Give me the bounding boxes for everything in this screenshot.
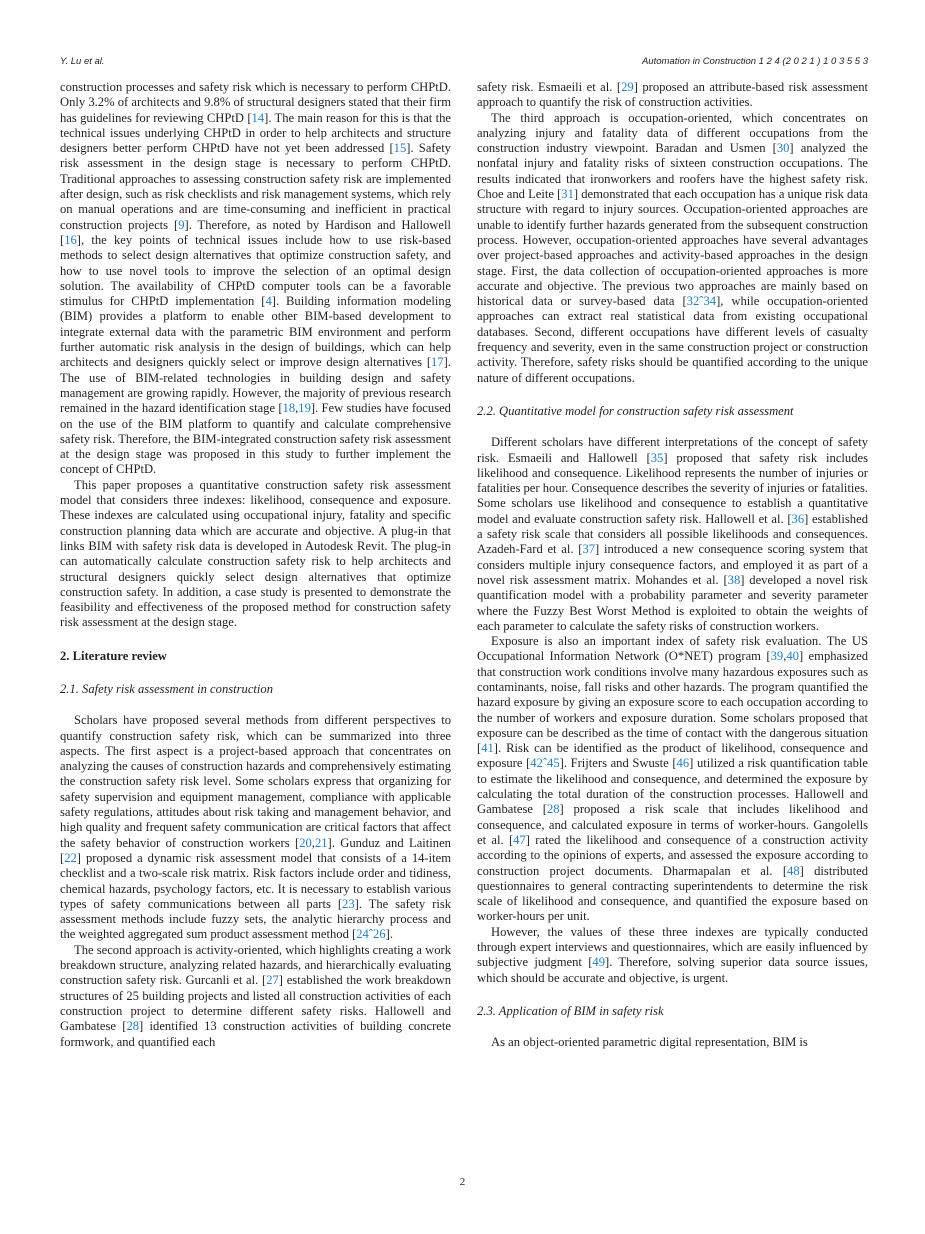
subsection-heading: 2.3. Application of BIM in safety risk — [477, 1003, 664, 1018]
citation-link[interactable]: 35 — [650, 450, 664, 465]
right-column — [477, 80, 868, 1051]
citation-link[interactable]: 37 — [582, 542, 596, 557]
citation-link[interactable]: 41 — [481, 741, 494, 756]
citation-link[interactable]: 4 — [265, 294, 272, 309]
citation-link[interactable]: 40 — [786, 649, 799, 664]
citation-link[interactable]: 18 — [282, 401, 296, 416]
citation-link[interactable]: 14 — [251, 110, 265, 125]
citation-link[interactable]: 31 — [561, 187, 574, 202]
citation-link[interactable]: 36 — [791, 511, 805, 526]
running-head-authors: Y. Lu et al. — [60, 56, 105, 67]
citation-link[interactable]: 24ˆ26 — [356, 927, 386, 942]
citation-link[interactable]: 48 — [787, 863, 800, 878]
paragraph: As an object-oriented parametric digital representation, BIM is — [491, 1035, 808, 1050]
citation-link[interactable]: 42ˆ45 — [530, 756, 560, 771]
citation-link[interactable]: 32ˆ34 — [686, 294, 717, 309]
citation-link[interactable]: 16 — [64, 232, 77, 247]
citation-link[interactable]: 28 — [546, 802, 560, 817]
paragraph: The second approach is activity-oriented, which highlights creating a work breakdown structure, analyzing related hazards, and hierarchically evaluating construction safety risk. Gurcanli et al. [27] established the work breakdown structures of 25 building projects and listed all construction activities of each construction project to determine different safety risks. Hallowell and Gambatese [28] identified 13 construction activities of building concrete formwork, and quantified each — [60, 942, 452, 1049]
citation-link[interactable]: 21 — [314, 835, 328, 850]
citation-link[interactable]: 47 — [513, 832, 526, 847]
citation-link[interactable]: 20 — [299, 835, 312, 850]
citation-link[interactable]: 49 — [592, 955, 605, 970]
citation-link[interactable]: 30 — [776, 141, 790, 156]
paragraph: This paper proposes a quantitative construction safety risk assessment model that considers three indexes: likelihood, consequence and exposure. These indexes are calculated using occupational injury, fatality and specific construction planning data which are accurate and objective. A plug-in that links BIM with safety risk data is developed in Autodesk Revit. The plug-in can automatically calculate construction safety risk to help architects and structural designers quickly select design alternatives that optimize construction safety. In addition, a case study is presented to demonstrate the feasibility and effectiveness of the proposed method for construction safety risk assessment at the design stage. — [60, 477, 451, 630]
subsection-heading: 2.2. Quantitative model for construction safety risk assessment — [477, 403, 794, 418]
page-number: 2 — [459, 1176, 466, 1188]
subsection-heading: 2.1. Safety risk assessment in construction — [60, 681, 274, 696]
citation-link[interactable]: 29 — [621, 80, 634, 94]
paragraph: However, the values of these three indexes are typically conducted through expert interviews and questionnaires, which are easily influenced by subjective judgment [49]. Therefore, solving superior data source issues, which should be accurate and objective, is urgent. — [477, 924, 868, 985]
paragraph: safety risk. Esmaeili et al. [29] proposed an attribute-based risk assessment approach to quantify the risk of construction activities. — [477, 80, 869, 110]
citation-link[interactable]: 46 — [676, 756, 690, 771]
citation-link[interactable]: 19 — [298, 401, 311, 416]
citation-link[interactable]: 38 — [727, 572, 741, 587]
citation-link[interactable]: 22 — [64, 850, 77, 865]
citation-link[interactable]: 27 — [266, 973, 279, 988]
citation-link[interactable]: 23 — [342, 896, 355, 911]
citation-link[interactable]: 17 — [431, 355, 444, 370]
paragraph: Exposure is also an important index of safety risk evaluation. The US Occupational Information Network (O*NET) program [39,40] emphasized that construction work conditions involve many hazardous exposures such as contaminants, noise, fall risks and other hazards. The program quantified the hazard exposure by giving an exposure score to each occupation according to the number of workers and exposure duration. Some scholars proposed that exposure can be described as the time of contact with the dangerous situation [41]. Risk can be identified as the product of likelihood, consequence and exposure [42ˆ45]. Frijters and Swuste [46] utilized a risk quantification table to estimate the likelihood and consequence, and determined the exposure by calculating the total duration of the construction processes. Hallowell and Gambatese [28] proposed a risk scale that includes likelihood and consequence, and calculated exposure in terms of worker-hours. Gangolells et al. [47] rated the likelihood and consequence of a construction activity according to the opinions of experts, and assessed the exposure according to construction project documents. Dharmapalan et al. [48] distributed questionnaires to general contracting superintendents to determine the risk scale of likelihood and consequence, and quantified the exposure based on worker-hours per unit. — [477, 634, 869, 924]
paragraph: The third approach is occupation-oriented, which concentrates on analyzing injury and fatality data of different occupations from the construction industry viewpoint. Baradan and Usmen [30] analyzed the nonfatal injury and fatality risks of sixteen construction occupations. The results indicated that ironworkers and roofers have the highest safety risk. Choe and Leite [31] demonstrated that each occupation has a unique risk data structure with regard to injury sources. Occupation-oriented approaches are unable to identify further hazards generated from the subsequent construction process. However, occupation-oriented approaches have several advantages over project-based approaches and activity-based approaches in the design stage. First, the data collection of occupation-oriented approaches is more accurate and objective. The previous two approaches are mainly based on historical data or survey-based data [32ˆ34], while occupation-oriented approaches can extract real statistical data from existing occupational databases. Second, different occupations have different levels of casualty frequency and severity, even in the same construction project or construction activity. Therefore, safety risks should be quantified according to the unique nature of different occupations. — [477, 110, 869, 385]
paragraph: construction processes and safety risk which is necessary to perform CHPtD. Only 3.2% of architects and 9.8% of structural designers stated that their firm has guidelines for reviewing CHPtD [14]. The main reason for this is that the technical issues underlying CHPtD in order to help architects and structure designers better perform CHPtD have not yet been addressed [15]. Safety risk assessment in the design stage is necessary to perform CHPtD. Traditional approaches to assessing construction safety risk are implemented after design, such as risk checklists and risk management systems, which rely on manual operations and are time-consuming and inefficient in practical construction projects [9]. Therefore, as noted by Hardison and Hallowell [16], the key points of technical issues include how to use risk-based methods to select design alternatives that optimize construction safety, and how to use novel tools to improve the selection of an optimal design solution. The availability of CHPtD computer tools can be a favorable stimulus for CHPtD implementation [4]. Building information modeling (BIM) provides a platform to enable other BIM-based development to integrate external data with the parametric BIM environment and perform further automatic risk analysis in the design of buildings, which can help architects and designers quickly select or improve design alternatives [17]. The use of BIM-related technologies in building design and safety management are growing rapidly. However, the majority of previous research remained in the hazard identification stage [18,19]. Few studies have focused on the use of the BIM platform to quantify and calculate comprehensive safety risk. Therefore, the BIM-integrated construction safety risk assessment at the design stage was proposed in this study to further implement the concept of CHPtD. — [60, 80, 451, 477]
section-heading: 2. Literature review — [60, 648, 167, 663]
running-head-journal: Automation in Construction 1 2 4 (2 0 2 1 ) 1 0 3 5 5 3 — [641, 56, 868, 67]
citation-link[interactable]: 15 — [393, 141, 407, 156]
left-column — [60, 80, 451, 1050]
citation-link[interactable]: 39 — [770, 649, 784, 664]
citation-link[interactable]: 9 — [178, 217, 185, 232]
paragraph: Different scholars have different interpretations of the concept of safety risk. Esmaeili and Hallowell [35] proposed that safety risk includes likelihood and consequence. Likelihood represents the number of injuries or fatalities per hour. Consequence describes the severity of injuries or fatalities. Some scholars use likelihood and consequence to establish a quantitative model and evaluate construction safety risk. Hallowell et al. [36] established a safety risk scale that considers all possible likelihoods and consequences. Azadeh-Fard et al. [37] introduced a new consequence scoring system that considers multiple injury consequence factors, and employed it as part of a novel risk assessment matrix. Mohandes et al. [38] developed a novel risk quantification model with a probability parameter and severity parameter where the Fuzzy Best Worst Method is exploited to obtain the weights of each parameter to calculate the safety risks of construction workers. — [477, 435, 868, 633]
citation-link[interactable]: 28 — [126, 1019, 140, 1034]
paragraph: Scholars have proposed several methods from different perspectives to quantify construction safety risk, which can be summarized into three aspects. The first aspect is a project-based approach that concentrates on analyzing the causes of construction hazards and comprehensively estimating the construction safety risk level. Some scholars express that organizing for safety supervision and equipment management, compliance with applicable safety regulations, attitudes about risk taking and management behavior, and high quality and frequent safety communication are critical factors that affect the safety behavior of construction workers [20,21]. Gunduz and Laitinen [22] proposed a dynamic risk assessment model that consists of a 14-item checklist and a two-scale risk matrix. Risk factors include order and tidiness, chemical hazards, psychology factors, etc. It is necessary to establish various types of safety communications between all parts [23]. The safety risk assessment methods include fuzzy sets, the analytic hierarchy process and the weighted aggregated sum product assessment method [24ˆ26]. — [60, 713, 452, 942]
